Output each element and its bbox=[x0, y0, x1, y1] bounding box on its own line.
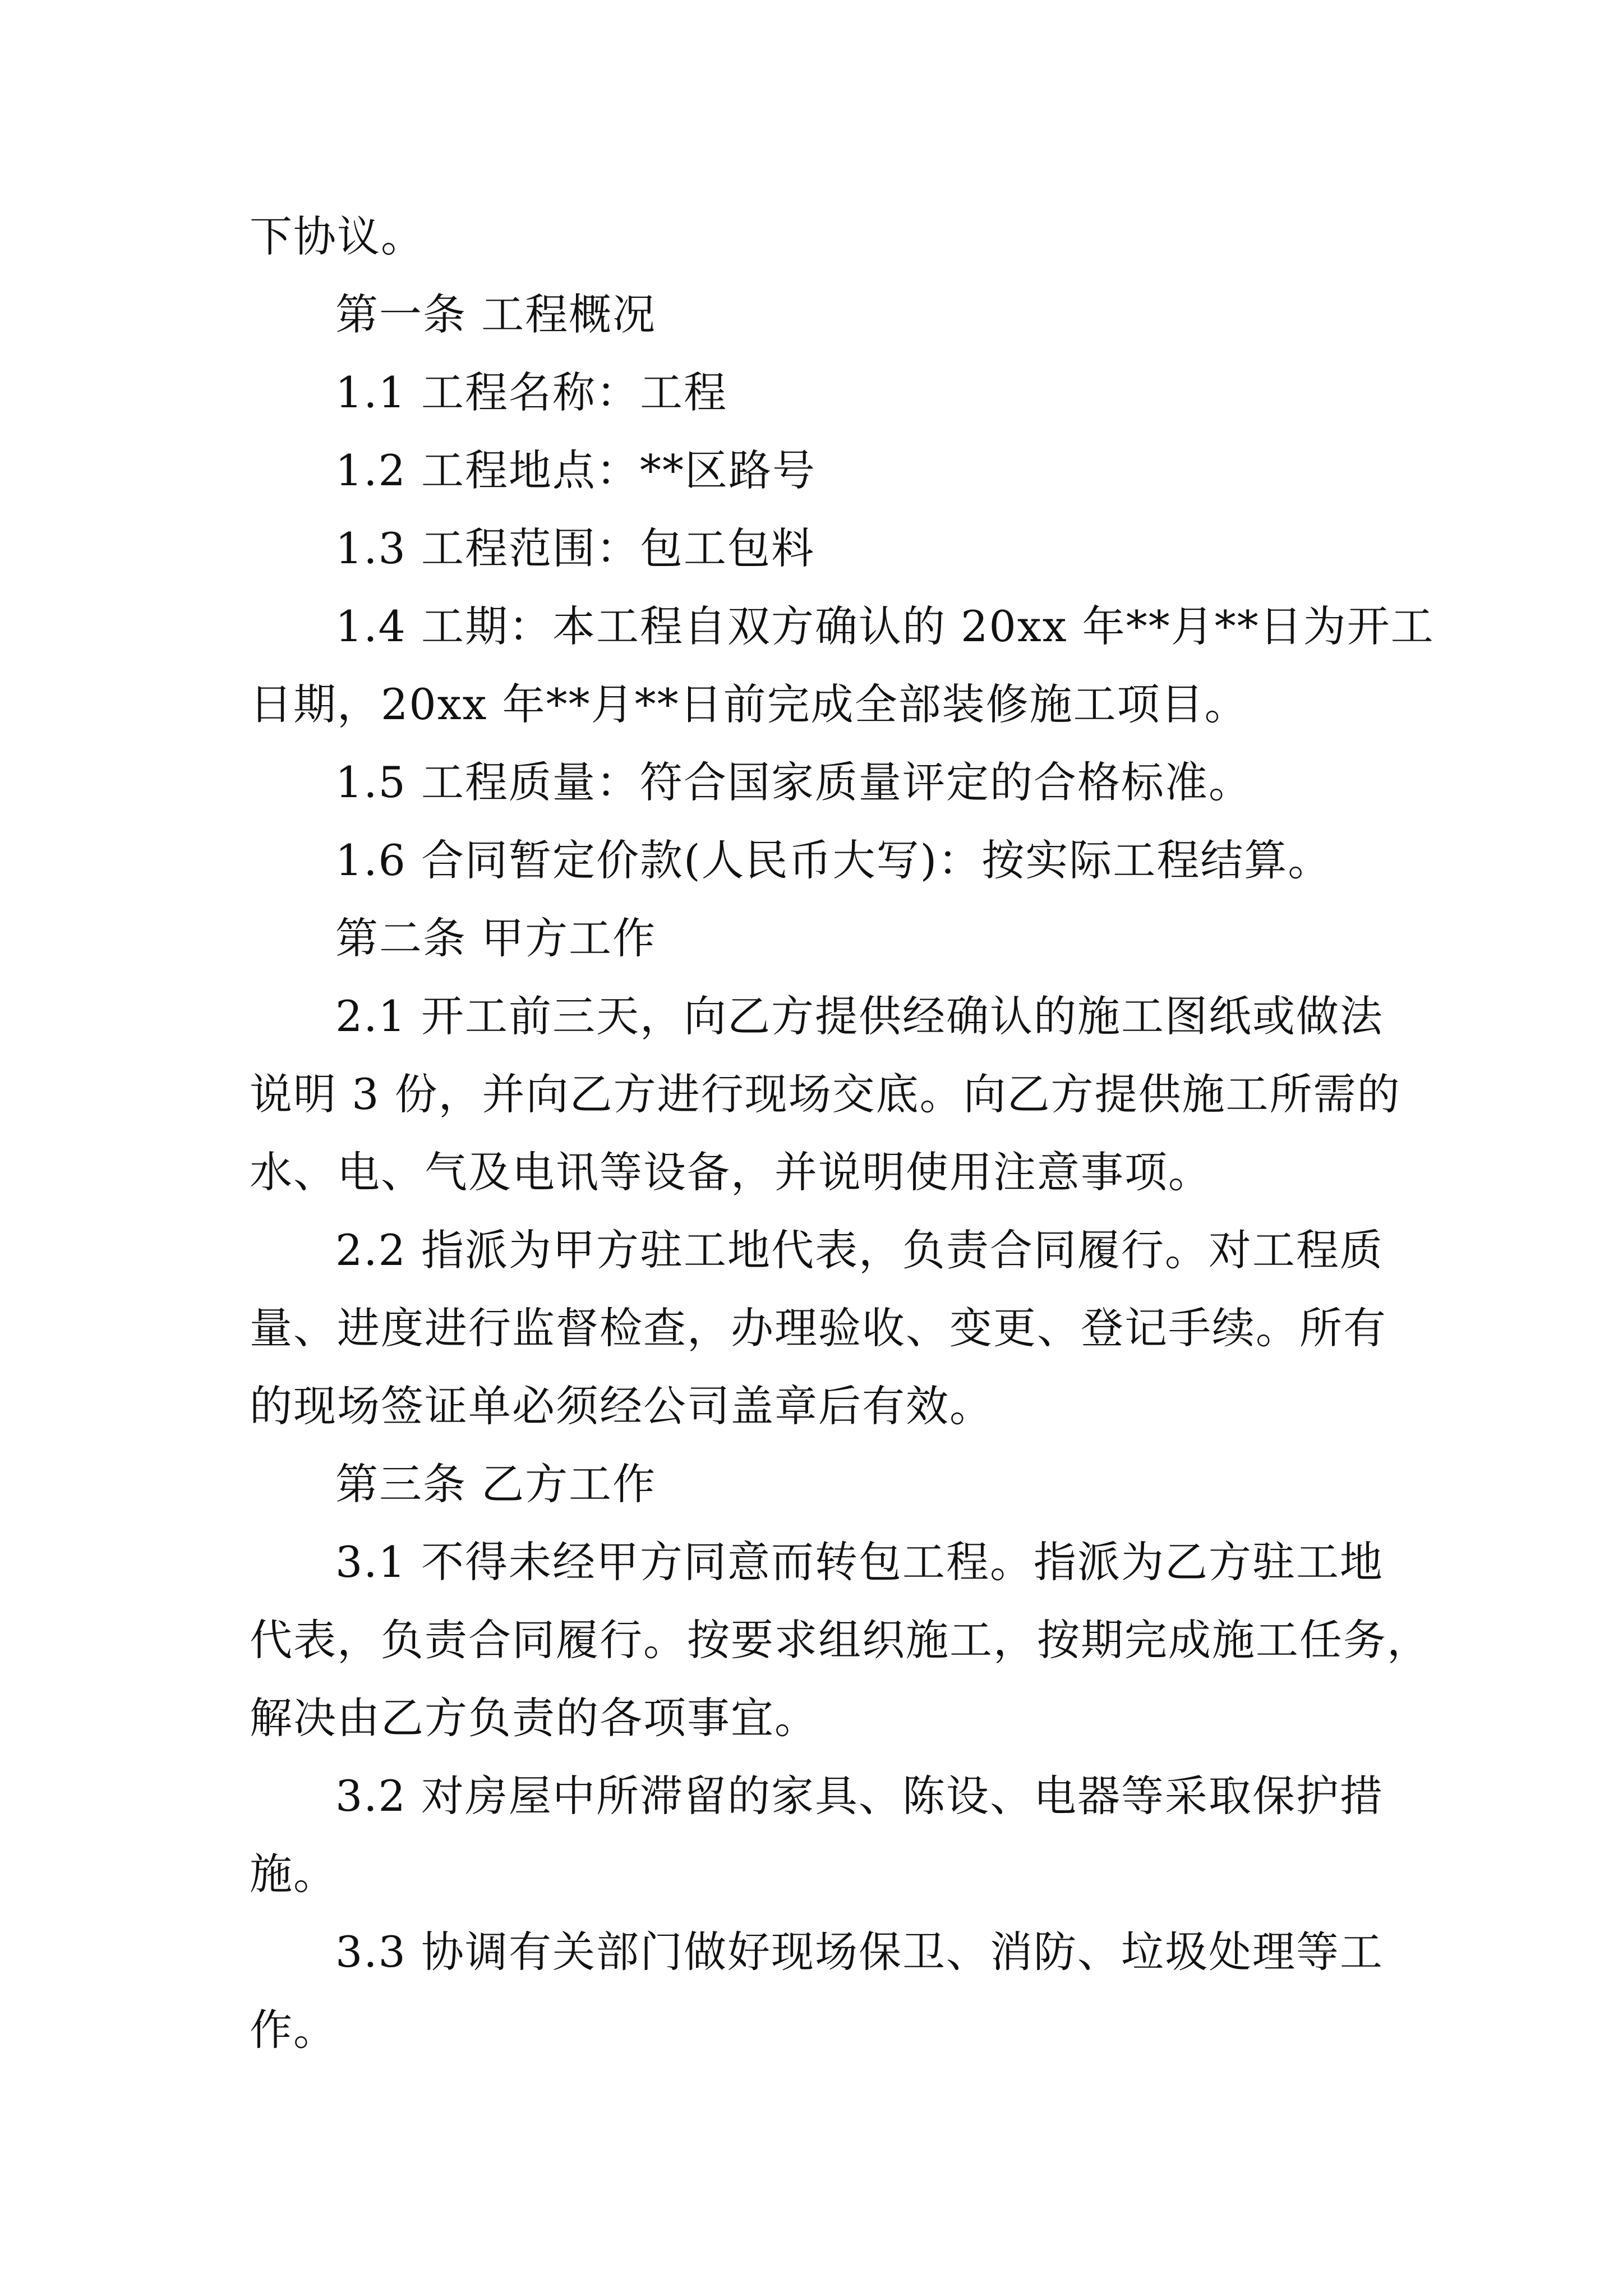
clause-text: 3.1 不得未经甲方同意而转包工程。指派为乙方驻工地 bbox=[335, 1537, 1384, 1587]
article-heading: 第二条 甲方工作 bbox=[335, 913, 657, 963]
clause-text: 1.6 合同暂定价款(人民币大写)：按实际工程结算。 bbox=[335, 835, 1332, 885]
text-line: 日期，20xx 年**月**日前完成全部装修施工项目。 bbox=[250, 679, 1248, 729]
text-line: 量、进度进行监督检查，办理验收、变更、登记手续。所有 bbox=[250, 1303, 1387, 1353]
clause-text: 2.2 指派为甲方驻工地代表，负责合同履行。对工程质 bbox=[335, 1225, 1384, 1275]
clause-text: 1.1 工程名称：工程 bbox=[335, 367, 728, 417]
text-line: 下协议。 bbox=[250, 211, 425, 261]
clause-text: 2.1 开工前三天，向乙方提供经确认的施工图纸或做法 bbox=[335, 991, 1384, 1041]
text-line: 代表，负责合同履行。按要求组织施工，按期完成施工任务， bbox=[250, 1615, 1431, 1665]
clause-text: 1.3 工程范围：包工包料 bbox=[335, 523, 815, 573]
text-line: 作。 bbox=[250, 2005, 337, 2055]
clause-text: 3.2 对房屋中所滞留的家具、陈设、电器等采取保护措 bbox=[335, 1771, 1384, 1821]
article-heading: 第一条 工程概况 bbox=[335, 289, 657, 339]
text-line: 施。 bbox=[250, 1849, 337, 1899]
text-line: 水、电、气及电讯等设备，并说明使用注意事项。 bbox=[250, 1147, 1212, 1197]
clause-text: 1.5 工程质量：符合国家质量评定的合格标准。 bbox=[335, 757, 1253, 807]
text-line: 说明 3 份，并向乙方进行现场交底。向乙方提供施工所需的 bbox=[250, 1069, 1401, 1119]
article-heading: 第三条 乙方工作 bbox=[335, 1459, 657, 1509]
text-line: 解决由乙方负责的各项事宜。 bbox=[250, 1693, 818, 1743]
text-line: 的现场签证单必须经公司盖章后有效。 bbox=[250, 1381, 993, 1431]
clause-text: 1.4 工期：本工程自双方确认的 20xx 年**月**日为开工 bbox=[335, 601, 1435, 651]
clause-text: 1.2 工程地点：**区路号 bbox=[335, 445, 817, 495]
clause-text: 3.3 协调有关部门做好现场保卫、消防、垃圾处理等工 bbox=[335, 1927, 1384, 1977]
